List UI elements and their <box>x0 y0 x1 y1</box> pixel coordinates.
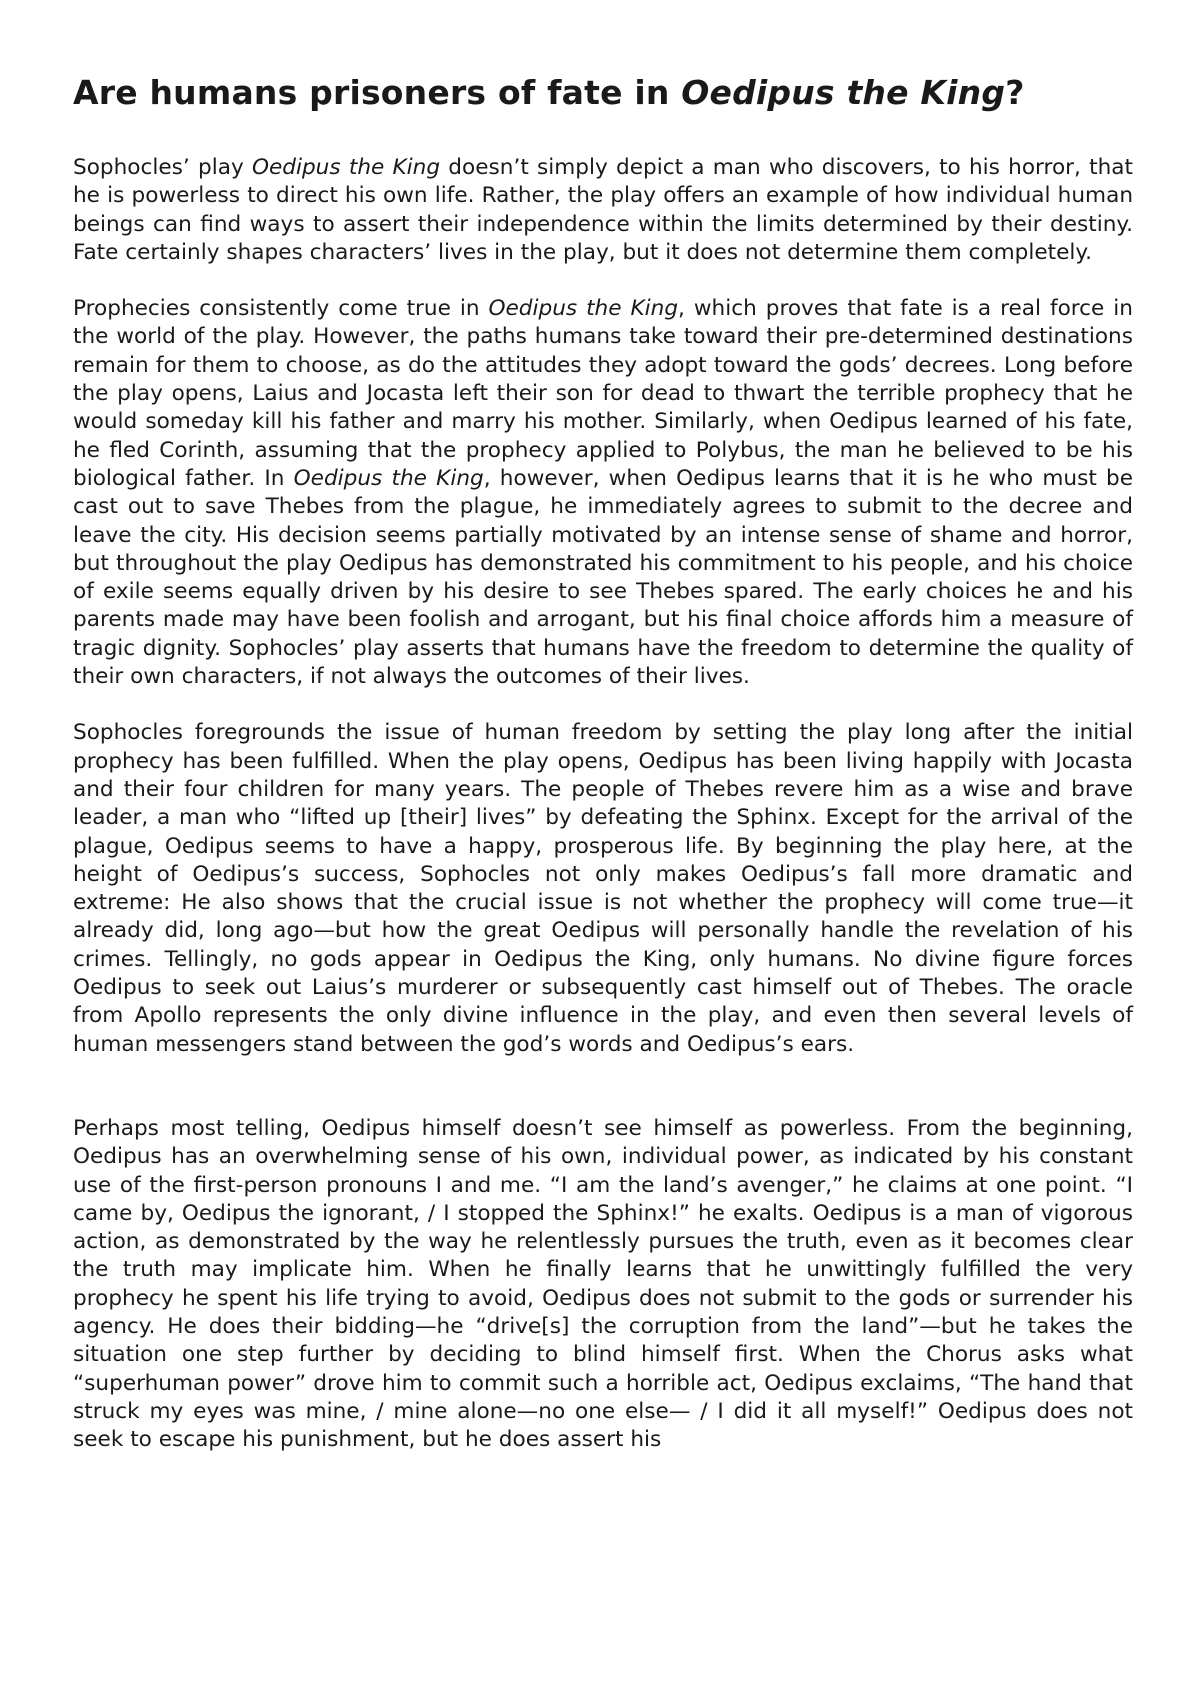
paragraph-text: , however, when Oedipus learns that it is he who must be cast out to save Thebes from the plague, he immediately agrees to submit to the decree and leave the city. His decision seems partially motivated by an intense sense of shame and horror, but throughout the play Oedipus has demonstrated his commitment to his people, and his choice of exile seems equally driven by his desire to see Thebes spared. The early choices he and his parents made may have been foolish and arrogant, but his final choice affords him a measure of tragic dignity. Sophocles’ play asserts that humans have the freedom to determine the quality of their own characters, if not always the outcomes of their lives. <box>73 465 1133 690</box>
paragraph <box>73 719 1133 1059</box>
paragraph <box>73 295 1133 691</box>
paragraph-text: doesn’t simply depict a man who discovers, to his horror, that he is powerless to direct his own life. Rather, the play offers an example of how individual human beings can find ways to assert their independence within the limits determined by their destiny. Fate certainly shapes characters’ lives in the play, but it does not determine them completely. <box>73 155 1133 265</box>
italic-title-ref: Oedipus the King <box>488 296 679 322</box>
paragraph-text: Perhaps most telling, Oedipus himself doesn’t see himself as powerless. From the beginning, Oedipus has an overwhelming sense of his own, individual power, as indicated by his constant use of the first-person pronouns I and me. “I am the land’s avenger,” he claims at one point. “I came by, Oedipus the ignorant, / I stopped the Sphinx!” he exalts. Oedipus is a man of vigorous action, as demonstrated by the way he relentlessly pursues the truth, even as it becomes clear the truth may implicate him. When he finally learns that he unwittingly fulfilled the very prophecy he spent his life trying to avoid, Oedipus does not submit to the gods or surrender his agency. He does their bidding—he “drive[s] the corruption from the land”—but he takes the situation one step further by deciding to blind himself first. When the Chorus asks what “superhuman power” drove him to commit such a horrible act, Oedipus exclaims, “The hand that struck my eyes was mine, / mine alone—no one else— / I did it all myself!” Oedipus does not seek to escape his punishment, but he does assert his <box>73 1115 1133 1453</box>
paragraph <box>73 154 1133 267</box>
paragraph-text: , which proves that fate is a real force in the world of the play. However, the paths humans take toward their pre-determined destinations remain for them to choose, as do the attitudes they adopt toward the gods’ decrees. Long before the play opens, Laius and Jocasta left their son for dead to thwart the terrible prophecy that he would someday kill his father and marry his mother. Similarly, when Oedipus learned of his fate, he fled Corinth, assuming that the prophecy applied to Polybus, the man he believed to be his biological father. In <box>73 296 1133 491</box>
document-page <box>73 70 1133 1482</box>
paragraph-text: Prophecies consistently come true in <box>73 296 489 322</box>
page-title <box>73 70 1133 116</box>
italic-title-ref: Oedipus the King <box>293 465 484 491</box>
title-prefix: Are humans prisoners of fate in <box>73 73 682 112</box>
paragraph <box>73 1115 1133 1455</box>
title-italic: Oedipus the King <box>681 73 1006 112</box>
title-suffix: ? <box>1005 73 1025 112</box>
italic-title-ref: Oedipus the King <box>251 155 441 180</box>
paragraph-text: Sophocles foregrounds the issue of human freedom by setting the play long after the initial prophecy has been fulfilled. When the play opens, Oedipus has been living happily with Jocasta and their four children for many years. The people of Thebes revere him as a wise and brave leader, a man who “lifted up [their] lives” by defeating the Sphinx. Except for the arrival of the plague, Oedipus seems to have a happy, prosperous life. By beginning the play here, at the height of Oedipus’s success, Sophocles not only makes Oedipus’s fall more dramatic and extreme: He also shows that the crucial issue is not whether the prophecy will come true—it already did, long ago—but how the great Oedipus will personally handle the revelation of his crimes. Tellingly, no gods appear in Oedipus the King, only humans. No divine figure forces Oedipus to seek out Laius’s murderer or subsequently cast himself out of Thebes. The oracle from Apollo represents the only divine influence in the play, and even then several levels of human messengers stand between the god’s words and Oedipus’s ears. <box>73 720 1133 1057</box>
paragraph-text: Sophocles’ play <box>73 155 252 180</box>
